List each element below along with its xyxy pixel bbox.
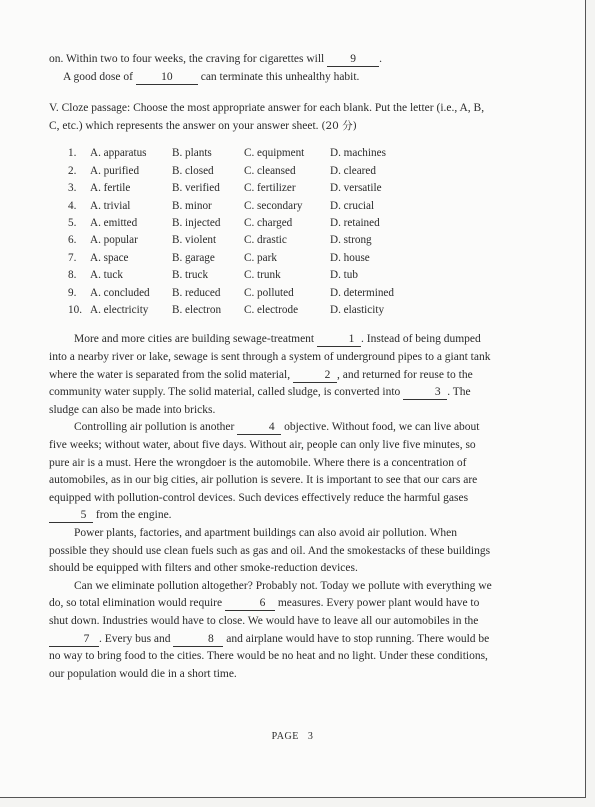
option-d: D. strong [330,234,372,247]
blank-4: 4 [237,421,281,435]
text-fragment: objective. Without food, we can live about five weeks; without water, about five days. Without air, people can only live five minutes, so pure air is a must. Here the wrongdoer is the automobile. Where there is a concentration of automobiles, as in our big cities, air pollution is severe. It is important to see that our cars are equipped with pollution-control devices. Such devices effectively reduce the harmful gases [49,421,480,504]
option-d: D. tub [330,269,358,282]
option-c: C. polluted [244,286,294,299]
option-a: A. popular [90,234,138,247]
paragraph-1 [49,331,494,419]
paragraph-4 [49,578,494,684]
blank-8: 8 [173,633,223,647]
blank-7: 7 [49,633,99,647]
blank-5: 5 [49,509,93,523]
page-number: 3 [307,731,314,742]
text-fragment: and airplane would have to stop running. There would be no way to bring food to the cities. There would be no heat and no light. Under these conditions, our population would die in a short time. [49,632,490,680]
section-instructions: V. Cloze passage: Choose the most appropriate answer for each blank. Put the letter (i.e., A, B, C, etc.) which represents the answer on your answer sheet. [49,102,485,132]
option-number: 10. [68,304,82,317]
option-row [68,267,394,284]
option-b: B. minor [172,199,212,212]
text-fragment: , and returned for reuse to the community water supply. The solid material, called sludge, is converted into [49,368,473,399]
option-c: C. trunk [244,269,281,282]
option-row [68,302,394,319]
page-content [49,51,494,683]
continued-line-1 [49,51,494,69]
option-row [68,250,394,267]
option-row [68,232,394,249]
text-fragment: measures. Every power plant would have to shut down. Industries would have to close. We would have to leave all our automobiles in the [49,597,480,627]
option-number: 9. [68,286,77,299]
text-fragment: on. Within two to four weeks, the craving for cigarettes will [49,53,328,65]
option-a: A. emitted [90,217,138,229]
blank-1: 1 [317,333,361,347]
paragraph-2 [49,419,494,525]
option-b: B. injected [172,217,221,229]
option-c: C. equipment [244,147,305,160]
option-d: D. elasticity [330,304,385,317]
text-fragment: . Instead of being dumped into a nearby river or lake, sewage is sent through a system of underground pipes to a giant tank where the water is separated from the solid material, [49,333,491,381]
continued-line-2 [49,69,494,87]
option-number: 2. [68,164,77,177]
section-heading [49,100,494,135]
option-b: B. electron [172,304,222,317]
blank-2: 2 [293,369,337,383]
text-fragment: Controlling air pollution is another [74,421,238,434]
blank-9: 9 [327,53,379,67]
text-fragment: can terminate this unhealthy habit. [197,70,360,83]
option-d: D. crucial [330,199,375,212]
option-c: C. drastic [244,234,287,247]
option-row [68,180,394,197]
option-d: D. machines [330,147,386,160]
page-footer [0,731,585,742]
cloze-passage [49,331,494,683]
option-row [68,285,394,302]
option-row [68,198,394,215]
option-c: C. charged [244,217,293,229]
text-fragment: More and more cities are building sewage-treatment [74,333,318,346]
text-fragment: . The sludge can also be made into bricks. [49,386,471,416]
blank-6: 6 [225,597,275,611]
option-a: A. tuck [90,269,123,282]
blank-3: 3 [403,386,447,400]
option-b: B. violent [172,234,217,247]
text-fragment: Can we eliminate pollution altogether? Probably not. Today we pollute with everything we do, so total elimination would require [49,579,492,610]
option-number: 8. [68,269,77,282]
text-fragment: . [379,53,383,65]
option-number: 5. [68,217,77,229]
option-b: B. reduced [172,286,221,299]
option-b: B. verified [172,182,220,195]
option-d: D. versatile [330,182,382,195]
option-b: B. closed [172,164,214,177]
option-c: C. secondary [244,199,303,212]
option-row [68,215,394,232]
option-a: A. apparatus [90,147,147,160]
text-fragment: . Every bus and [99,632,174,645]
option-d: D. retained [330,217,380,229]
option-a: A. electricity [90,304,149,317]
option-c: C. fertilizer [244,182,296,195]
text-fragment: A good dose of [63,70,136,83]
blank-10: 10 [136,71,198,85]
option-row [68,163,394,180]
option-d: D. determined [330,286,394,299]
option-a: A. fertile [90,182,131,195]
page-label: PAGE [271,731,299,742]
option-d: D. house [330,251,370,264]
option-b: B. truck [172,269,209,282]
option-a: A. purified [90,164,140,177]
option-number: 6. [68,234,77,247]
option-c: C. park [244,251,277,264]
option-number: 4. [68,199,77,212]
option-number: 7. [68,251,77,264]
option-a: A. trivial [90,199,131,212]
text-fragment: from the engine. [93,509,172,522]
options-table [68,145,394,319]
option-a: A. space [90,251,129,264]
option-c: C. electrode [244,304,299,317]
option-number: 3. [68,182,77,195]
paragraph-3: Power plants, factories, and apartment buildings can also avoid air pollution. When possible they should use clean fuels such as gas and oil. And the smokestacks of these buildings should be equipped with filters and other smoke-reduction devices. [49,526,491,575]
option-b: B. plants [172,147,212,160]
section-points: (20 分) [321,119,357,132]
option-c: C. cleansed [244,164,296,177]
option-b: B. garage [172,251,215,264]
option-a: A. concluded [90,286,150,299]
option-row [68,145,394,162]
option-number: 1. [68,147,77,160]
option-d: D. cleared [330,164,376,177]
